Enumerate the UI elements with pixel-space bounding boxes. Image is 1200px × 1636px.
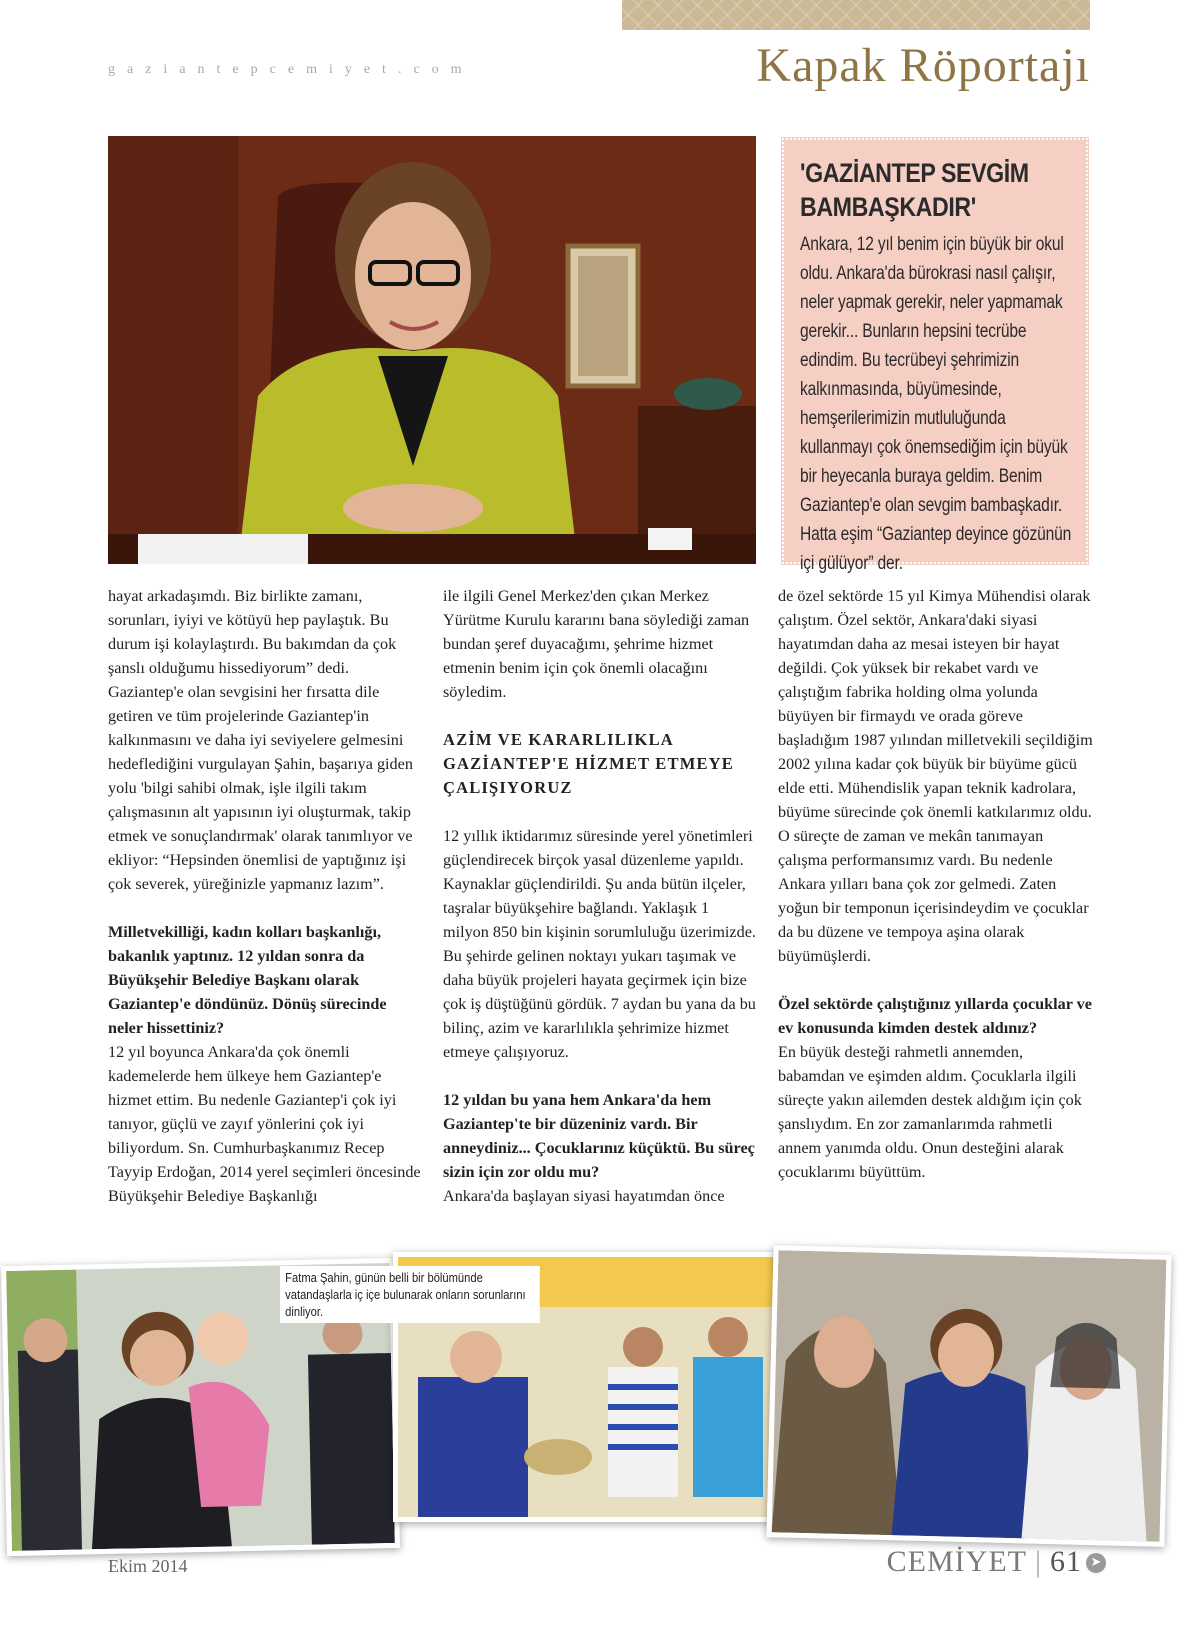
next-page-arrow-icon[interactable]: ➤ <box>1086 1553 1106 1573</box>
section-title: Kapak Röportajı <box>756 39 1090 92</box>
header-ornament-band <box>622 0 1090 30</box>
section-subheading: AZİM VE KARARLILIKLA GAZİANTEP'E HİZMET ETMEYE ÇALIŞIYORUZ <box>443 730 734 797</box>
magazine-name: CEMİYET <box>886 1545 1027 1578</box>
pull-quote-title: 'GAZİANTEP SEVGİM BAMBAŞKADIR' <box>800 158 1029 222</box>
interview-question: Özel sektörde çalıştığınız yıllarda çocuklar ve ev konusunda kimden destek aldınız? <box>778 995 1092 1037</box>
page-number: 61 <box>1050 1545 1082 1578</box>
body-paragraph: 12 yıl boyunca Ankara'da çok önemli kademelerde hem ülkeye hem Gaziantep'e hizmet ettim. Bu nedenle Gaziantep'i çok iyi tanıyor, güçlü ve zayıf yönlerini çok iyi biliyordum. Sn. Cumhurbaşkanımız Recep Tayyip Erdoğan, 2014 yerel seçimleri öncesinde Büyükşehir Belediye Başkanlığı <box>108 1043 421 1205</box>
pull-quote-text: Ankara, 12 yıl benim için büyük bir okul oldu. Ankara'da bürokrasi nasıl çalışır, neler yapmak gerekir, neler yapmamak gerekir... Bunların hepsini tecrübe edindim. Bu tecrübeyi şehrimizin kalkınmasında, büyümesinde, hemşerilerimizin mutluluğunda kullanmayı çok önemsediğim için büyük bir heyecanla buraya geldim. Benim Gaziantep'e olan sevgim bambaşkadır. Hatta eşim “Gaziantep deyince gözünün içi gülüyor” der. <box>800 234 1072 574</box>
interview-question: Milletvekilliği, kadın kolları başkanlığı, bakanlık yaptınız. 12 yıldan sonra da Büyükşehir Belediye Başkanı olarak Gaziantep'e döndünüz. Dönüş sürecinde neler hissettiniz? <box>108 923 387 1037</box>
body-paragraph: En büyük desteği rahmetli annemden, babamdan ve eşimden aldım. Çocuklarla ilgili süreçte yakın ailemden destek aldığım için çok şanslıydım. En zor zamanlarımda rahmetli annem yanımda oldu. Onun desteğini alarak çocuklarımı büyüttüm. <box>778 1043 1082 1181</box>
portrait-illustration <box>108 136 756 564</box>
article-column-1 <box>108 584 423 1208</box>
article-column-3 <box>778 584 1093 1184</box>
body-paragraph: 12 yıllık iktidarımız süresinde yerel yönetimleri güçlendirecek birçok yasal düzenleme yapıldı. Kaynaklar güçlendirildi. Şu anda bütün ilçeler, taşralar büyükşehire bağlandı. Yaklaşık 1 milyon 850 bin kişinin sorumluluğu üzerimizde. Bu şehirde gelinen noktayı yukarı taşımak ve daha büyük projeleri hayata geçirmek için bize çok iş düştüğünü gördük. 7 aydan bu yana da bu bilinç, azim ve kararlılıkla şehrimize hizmet etmeye çalışıyoruz. <box>443 827 756 1061</box>
body-paragraph: hayat arkadaşımdı. Biz birlikte zamanı, sorunları, iyiyi ve kötüyü hep paylaştık. Bu durum işi kolaylaştırdı. Bu bakımdan da çok şanslı olduğumu hissediyorum” dedi. Gaziantep'e olan sevgisini her fırsatta dile getiren ve tüm projelerinde Gaziantep'in kalkınmasını ve daha iyi seviyelere gelmesini hedeflediğini vurgulayan Şahin, başarıya giden yolu 'bilgi sahibi olmak, işle ilgili takım çalışmasının alt yapısının iyi oluşturmak, takip etmek ve sonuçlandırmak' olarak tanımlıyor ve ekliyor: “Hepsinden önemlisi de yaptığınız işi çok severek, yüreğinizle yapmanız lazım”. <box>108 587 413 893</box>
photo-caption: Fatma Şahin, günün belli bir bölümünde vatandaşlarla iç içe bulunarak onların sorunlarını dinliyor. <box>280 1266 540 1323</box>
pull-quote-box <box>782 138 1088 574</box>
footer-separator: | <box>1034 1545 1042 1578</box>
site-url: gaziantepcemiyet.com <box>108 62 474 77</box>
body-paragraph: ile ilgili Genel Merkez'den çıkan Merkez Yürütme Kurulu kararını bana söylediği zaman bundan şeref duyacağımı, şehrime hizmet etmenin benim için çok önemli olacağını söyledim. <box>443 587 750 701</box>
issue-date: Ekim 2014 <box>108 1556 188 1576</box>
main-portrait-photo <box>108 136 756 564</box>
article-column-2 <box>443 584 758 1208</box>
footer-brand <box>887 1545 1082 1579</box>
body-paragraph: Ankara'da başlayan siyasi hayatımdan önce <box>443 1187 725 1205</box>
photo-women-group <box>766 1245 1171 1547</box>
body-paragraph: de özel sektörde 15 yıl Kimya Mühendisi olarak çalıştım. Özel sektör, Ankara'daki siyasi hayatımdan daha az mesai isteyen bir hayat değildi. Çok yüksek bir rekabet vardı ve çalıştığım fabrika holding olma yolunda büyüyen bir firmaydı ve orada göreve başladığım 1987 yılından milletvekili seçildiğim 2002 yılına kadar çok büyük bir büyüme gücü elde etti. Mühendislik yapan teknik kadrolara, büyüme sürecinde çok önemli katkılarımız oldu. O süreçte de zaman ve mekân tanımayan çalışma performansımız vardı. Bu nedenle Ankara yılları bana çok zor gelmedi. Zaten yoğun bir temponun içerisindeydim ve çocuklar da bu düzene ve tempoya aşina olarak büyümüşlerdi. <box>778 587 1093 965</box>
interview-question: 12 yıldan bu yana hem Ankara'da hem Gaziantep'te bir düzeniniz vardı. Bir anneydiniz... Çocuklarınız küçüktü. Bu süreç sizin için zor oldu mu? <box>443 1091 755 1181</box>
